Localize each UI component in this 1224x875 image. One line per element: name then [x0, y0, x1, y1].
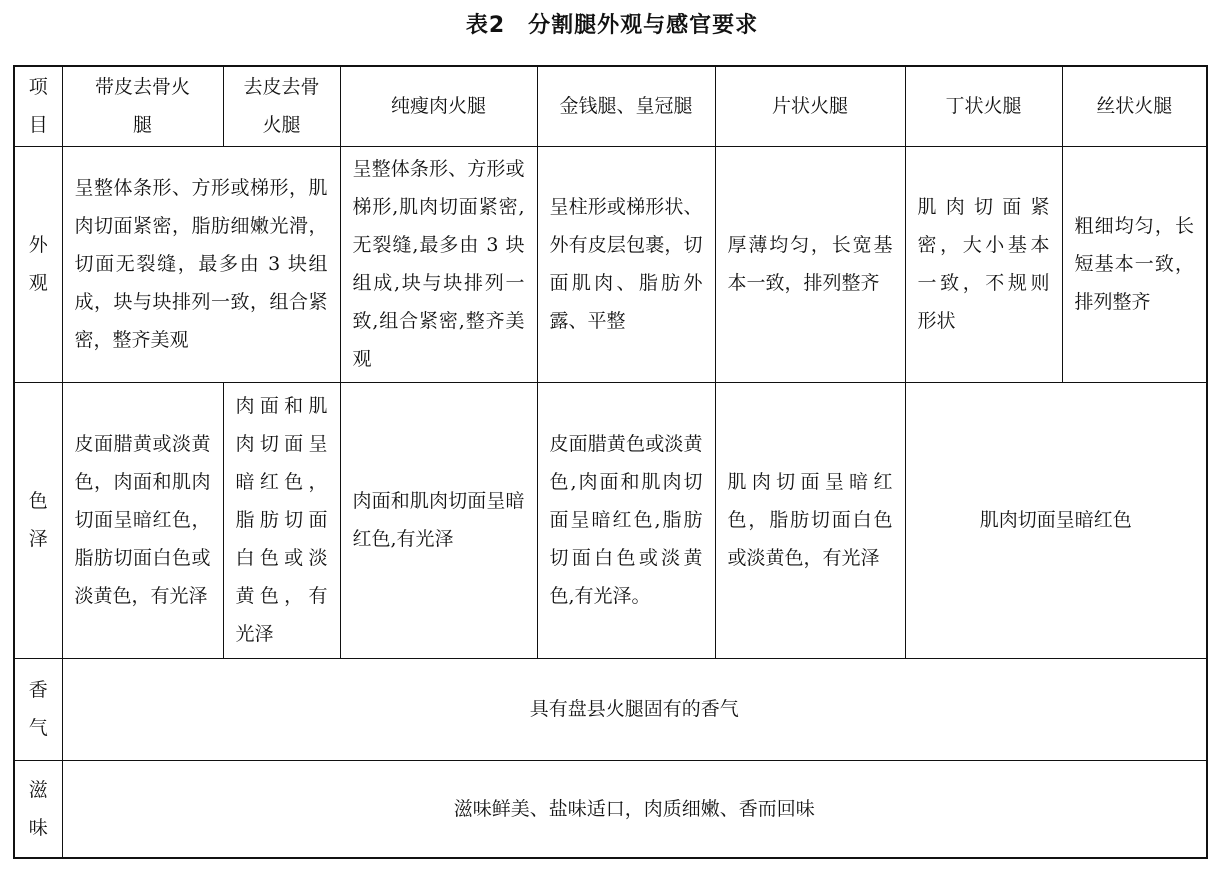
header-item: 项 目 — [14, 66, 62, 146]
label-taste: 滋 味 — [14, 760, 62, 858]
label-appearance: 外 观 — [14, 146, 62, 382]
label-color: 色 泽 — [14, 382, 62, 658]
aroma-row — [14, 658, 1207, 760]
taste-row — [14, 760, 1207, 858]
color-sliced-ham: 肌肉切面呈暗红色，脂肪切面白色或淡黄色，有光泽 — [715, 382, 905, 658]
header-shredded-ham: 丝状火腿 — [1062, 66, 1207, 146]
aroma-text: 具有盘县火腿固有的香气 — [62, 658, 1207, 760]
color-lean-meat-ham: 肉面和肌肉切面呈暗红色,有光泽 — [340, 382, 537, 658]
color-skinless-boneless-ham: 肉面和肌肉切面呈暗红色，脂肪切面白色或淡黄色，有光泽 — [223, 382, 340, 658]
color-row — [14, 382, 1207, 658]
label-aroma: 香 气 — [14, 658, 62, 760]
header-lean-meat-ham: 纯瘦肉火腿 — [340, 66, 537, 146]
table-title: 表2 分割腿外观与感官要求 — [465, 13, 759, 38]
color-diced-shredded-ham: 肌肉切面呈暗红色 — [905, 382, 1207, 658]
header-sliced-ham: 片状火腿 — [715, 66, 905, 146]
color-skin-on-boneless-ham: 皮面腊黄或淡黄色，肉面和肌肉切面呈暗红色，脂肪切面白色或淡黄色，有光泽 — [62, 382, 223, 658]
header-row — [14, 66, 1207, 146]
appearance-shredded-ham: 粗细均匀，长短基本一致，排列整齐 — [1062, 146, 1207, 382]
appearance-coin-crown-ham: 呈柱形或梯形状、外有皮层包裹，切面肌肉、脂肪外露、平整 — [537, 146, 715, 382]
header-skin-on-boneless-ham: 带皮去骨火 腿 — [62, 66, 223, 146]
header-diced-ham: 丁状火腿 — [905, 66, 1062, 146]
header-coin-crown-ham: 金钱腿、皇冠腿 — [537, 66, 715, 146]
color-coin-crown-ham: 皮面腊黄色或淡黄色,肉面和肌肉切面呈暗红色,脂肪切面白色或淡黄色,有光泽。 — [537, 382, 715, 658]
appearance-row — [14, 146, 1207, 382]
taste-text: 滋味鲜美、盐味适口，肉质细嫩、香而回味 — [62, 760, 1207, 858]
appearance-diced-ham: 肌肉切面紧密，大小基本一致，不规则形状 — [905, 146, 1062, 382]
appearance-sliced-ham: 厚薄均匀，长宽基本一致，排列整齐 — [715, 146, 905, 382]
header-skinless-boneless-ham: 去皮去骨 火腿 — [223, 66, 340, 146]
sensory-requirements-table — [13, 65, 1208, 859]
appearance-lean-meat-ham: 呈整体条形、方形或梯形,肌肉切面紧密,无裂缝,最多由 3 块组成,块与块排列一致,组合紧密,整齐美观 — [340, 146, 537, 382]
appearance-bone-hams: 呈整体条形、方形或梯形，肌肉切面紧密，脂肪细嫩光滑，切面无裂缝，最多由 3 块组成，块与块排列一致，组合紧密，整齐美观 — [62, 146, 340, 382]
